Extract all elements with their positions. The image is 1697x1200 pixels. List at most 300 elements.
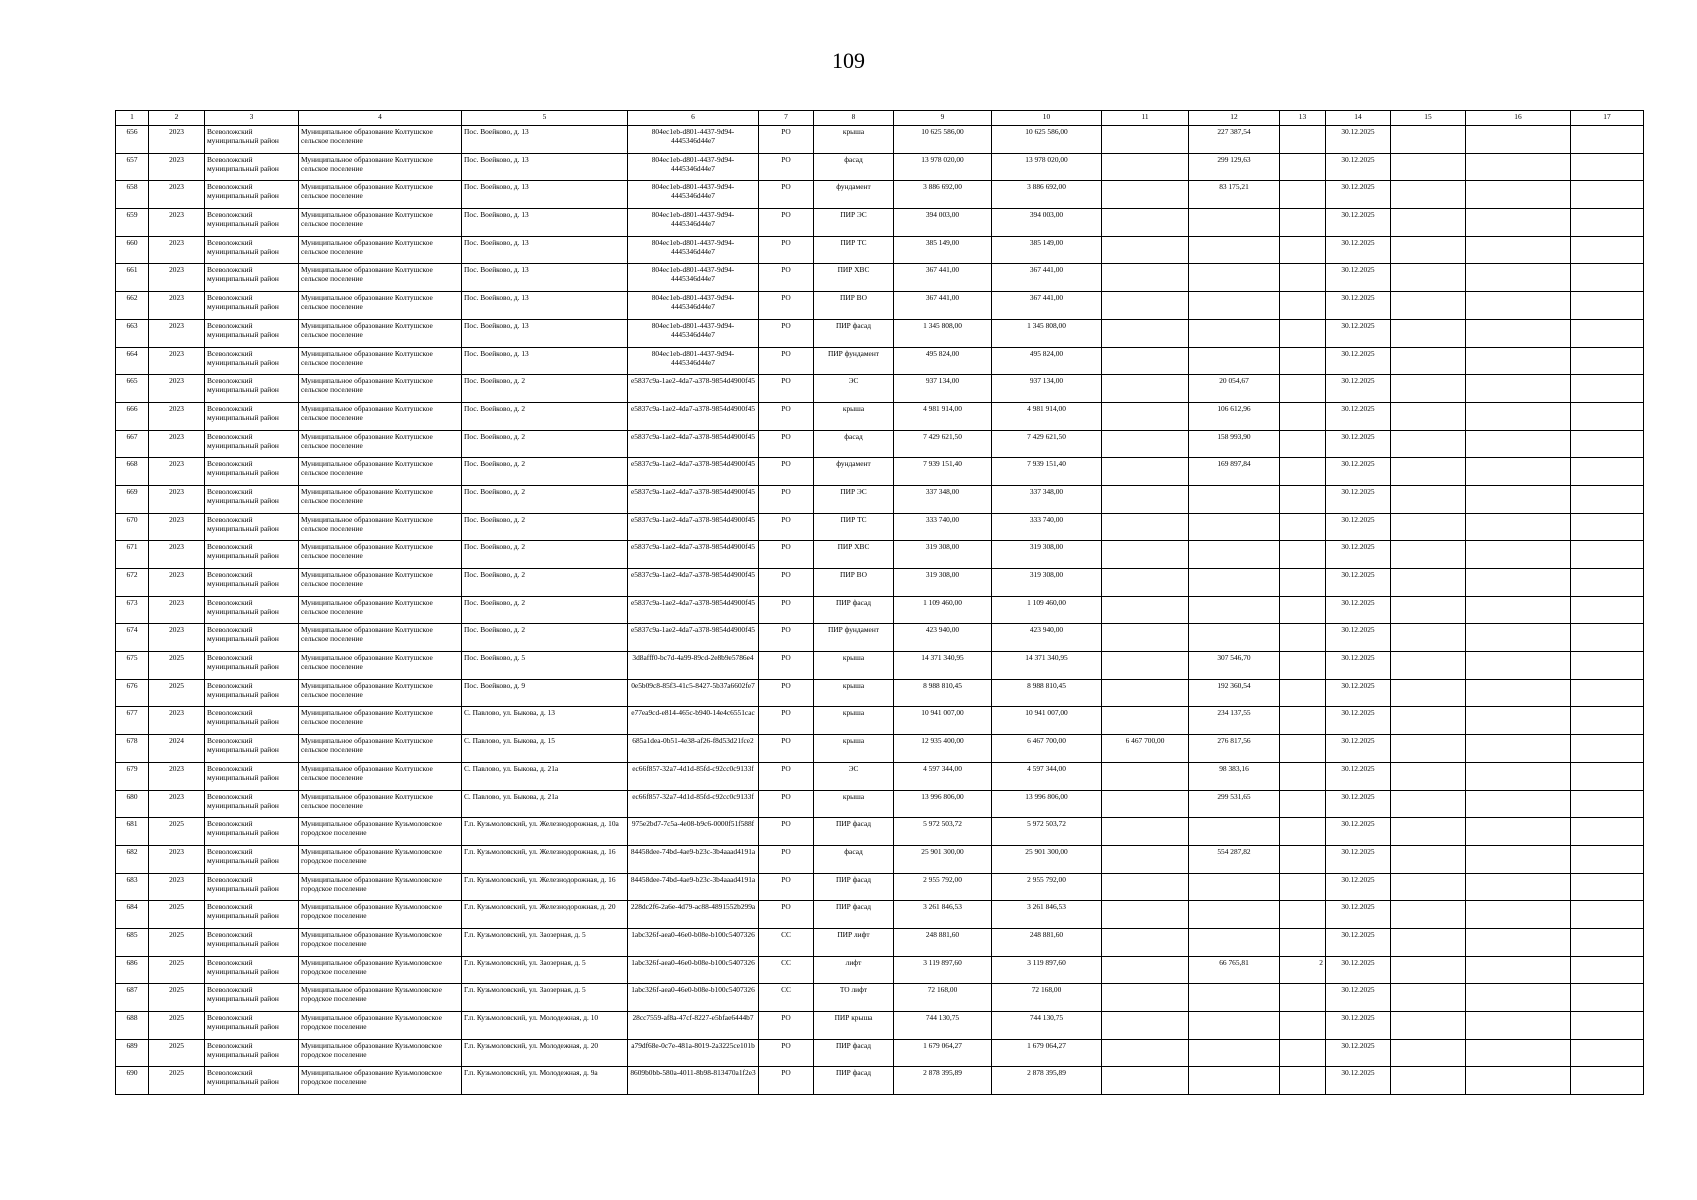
table-cell — [1280, 762, 1326, 790]
table-cell: РО — [759, 762, 814, 790]
column-header: 13 — [1280, 111, 1326, 126]
table-cell: Муниципальное образование Колтушское сельское поселение — [299, 319, 462, 347]
table-cell — [1391, 1067, 1466, 1095]
table-cell — [1466, 901, 1571, 929]
table-cell: Пос. Воейково, д. 2 — [462, 624, 628, 652]
table-cell — [1571, 735, 1644, 763]
table-cell: Пос. Воейково, д. 13 — [462, 319, 628, 347]
table-row — [116, 624, 1644, 652]
column-header: 10 — [992, 111, 1102, 126]
table-cell — [1466, 679, 1571, 707]
table-cell — [1102, 181, 1189, 209]
table-cell: РО — [759, 458, 814, 486]
table-cell: 6 467 700,00 — [992, 735, 1102, 763]
table-row — [116, 1067, 1644, 1095]
table-cell — [1391, 292, 1466, 320]
table-cell — [1391, 652, 1466, 680]
table-cell: 30.12.2025 — [1326, 264, 1391, 292]
table-cell — [1102, 1067, 1189, 1095]
table-cell: 2025 — [149, 679, 205, 707]
table-cell: 677 — [116, 707, 149, 735]
table-row — [116, 375, 1644, 403]
table-cell: 672 — [116, 569, 149, 597]
table-cell — [1466, 1067, 1571, 1095]
table-cell: 30.12.2025 — [1326, 1039, 1391, 1067]
table-cell: Всеволожский муниципальный район — [205, 707, 299, 735]
table-cell — [1280, 458, 1326, 486]
table-cell — [1466, 845, 1571, 873]
table-cell: РО — [759, 402, 814, 430]
table-row — [116, 153, 1644, 181]
table-cell: 12 935 400,00 — [894, 735, 992, 763]
table-cell: 83 175,21 — [1189, 181, 1280, 209]
table-cell: 30.12.2025 — [1326, 153, 1391, 181]
table-cell: 192 360,54 — [1189, 679, 1280, 707]
table-cell: крыша — [814, 790, 894, 818]
table-cell — [1466, 596, 1571, 624]
table-cell: 688 — [116, 1012, 149, 1040]
table-cell: 670 — [116, 513, 149, 541]
table-cell — [1466, 209, 1571, 237]
column-header: 11 — [1102, 111, 1189, 126]
table-cell — [1571, 126, 1644, 154]
table-cell — [1466, 485, 1571, 513]
table-cell: Муниципальное образование Колтушское сельское поселение — [299, 762, 462, 790]
table-cell: 656 — [116, 126, 149, 154]
table-cell — [1102, 956, 1189, 984]
table-cell — [1391, 430, 1466, 458]
table-cell — [1102, 402, 1189, 430]
table-cell — [1102, 319, 1189, 347]
table-cell — [1102, 707, 1189, 735]
table-cell: 2025 — [149, 1039, 205, 1067]
table-cell — [1391, 375, 1466, 403]
table-cell: 158 993,90 — [1189, 430, 1280, 458]
table-cell: 666 — [116, 402, 149, 430]
table-cell: 30.12.2025 — [1326, 818, 1391, 846]
table-cell: Г.п. Кузьмоловский, ул. Железнодорожная, д. 10а — [462, 818, 628, 846]
table-cell: ПИР ЭС — [814, 485, 894, 513]
table-cell — [1102, 513, 1189, 541]
table-cell: 248 881,60 — [992, 928, 1102, 956]
table-cell — [1102, 485, 1189, 513]
table-cell: 30.12.2025 — [1326, 707, 1391, 735]
table-cell: 1abc326f-aea0-46e0-b08e-b100c5407326 — [628, 956, 759, 984]
table-cell — [1571, 569, 1644, 597]
table-cell — [1391, 264, 1466, 292]
table-cell: Всеволожский муниципальный район — [205, 1067, 299, 1095]
table-cell — [1189, 292, 1280, 320]
table-cell: фундамент — [814, 458, 894, 486]
table-cell — [1466, 873, 1571, 901]
table-cell: 804ec1eb-d801-4437-9d94-4445346d44e7 — [628, 236, 759, 264]
table-cell: 495 824,00 — [992, 347, 1102, 375]
table-cell: 2023 — [149, 790, 205, 818]
table-cell: фасад — [814, 153, 894, 181]
table-cell — [1280, 430, 1326, 458]
table-cell: 30.12.2025 — [1326, 485, 1391, 513]
table-cell: 30.12.2025 — [1326, 319, 1391, 347]
table-row — [116, 956, 1644, 984]
table-cell — [1571, 513, 1644, 541]
table-cell: 30.12.2025 — [1326, 1067, 1391, 1095]
table-cell — [1391, 541, 1466, 569]
table-cell — [1102, 1039, 1189, 1067]
table-cell: 669 — [116, 485, 149, 513]
table-cell: Муниципальное образование Колтушское сельское поселение — [299, 679, 462, 707]
table-cell — [1391, 402, 1466, 430]
table-cell: 2023 — [149, 402, 205, 430]
table-cell: 2 955 792,00 — [992, 873, 1102, 901]
table-cell — [1102, 264, 1189, 292]
table-cell: 687 — [116, 984, 149, 1012]
table-cell: РО — [759, 652, 814, 680]
table-cell: ПИР ВО — [814, 569, 894, 597]
table-cell: Муниципальное образование Кузьмоловское городское поселение — [299, 928, 462, 956]
table-cell — [1466, 652, 1571, 680]
table-cell — [1466, 928, 1571, 956]
table-cell: 3 886 692,00 — [992, 181, 1102, 209]
table-cell: РО — [759, 485, 814, 513]
table-row — [116, 873, 1644, 901]
table-cell: 2023 — [149, 236, 205, 264]
table-cell — [1466, 624, 1571, 652]
table-cell: 30.12.2025 — [1326, 1012, 1391, 1040]
table-cell: Г.п. Кузьмоловский, ул. Железнодорожная, д. 20 — [462, 901, 628, 929]
table-cell: С. Павлово, ул. Быкова, д. 13 — [462, 707, 628, 735]
table-cell: 276 817,56 — [1189, 735, 1280, 763]
table-cell — [1571, 818, 1644, 846]
table-cell: 13 978 020,00 — [894, 153, 992, 181]
table-row — [116, 292, 1644, 320]
table-cell: 25 901 300,00 — [894, 845, 992, 873]
table-cell: фундамент — [814, 181, 894, 209]
column-header: 17 — [1571, 111, 1644, 126]
table-cell: Г.п. Кузьмоловский, ул. Молодежная, д. 20 — [462, 1039, 628, 1067]
table-cell: ЭС — [814, 762, 894, 790]
table-cell: крыша — [814, 735, 894, 763]
table-row — [116, 845, 1644, 873]
table-cell — [1391, 181, 1466, 209]
table-cell: Муниципальное образование Колтушское сельское поселение — [299, 485, 462, 513]
table-cell: 8 988 810,45 — [894, 679, 992, 707]
table-cell: 30.12.2025 — [1326, 735, 1391, 763]
table-cell: 4 981 914,00 — [894, 402, 992, 430]
table-cell: Пос. Воейково, д. 13 — [462, 236, 628, 264]
table-cell: РО — [759, 236, 814, 264]
table-cell — [1280, 790, 1326, 818]
table-cell: 1 345 808,00 — [894, 319, 992, 347]
table-cell: 30.12.2025 — [1326, 236, 1391, 264]
table-cell: 30.12.2025 — [1326, 901, 1391, 929]
table-cell — [1102, 458, 1189, 486]
table-cell — [1391, 762, 1466, 790]
table-cell: Муниципальное образование Кузьмоловское городское поселение — [299, 984, 462, 1012]
table-cell: 2 955 792,00 — [894, 873, 992, 901]
table-cell: 3 261 846,53 — [992, 901, 1102, 929]
table-cell: 30.12.2025 — [1326, 513, 1391, 541]
table-cell: Пос. Воейково, д. 13 — [462, 292, 628, 320]
table-cell: 2023 — [149, 347, 205, 375]
table-cell — [1466, 1039, 1571, 1067]
table-cell: 13 996 806,00 — [992, 790, 1102, 818]
table-cell: 804ec1eb-d801-4437-9d94-4445346d44e7 — [628, 292, 759, 320]
table-cell: Муниципальное образование Кузьмоловское городское поселение — [299, 1039, 462, 1067]
table-cell: Муниципальное образование Кузьмоловское городское поселение — [299, 901, 462, 929]
table-cell: РО — [759, 513, 814, 541]
table-cell: С. Павлово, ул. Быкова, д. 21а — [462, 790, 628, 818]
table-row — [116, 541, 1644, 569]
table-cell: Муниципальное образование Колтушское сельское поселение — [299, 402, 462, 430]
table-cell: 319 308,00 — [894, 541, 992, 569]
table-cell: 2024 — [149, 735, 205, 763]
table-cell — [1102, 375, 1189, 403]
table-cell: 394 003,00 — [894, 209, 992, 237]
table-cell: 337 348,00 — [894, 485, 992, 513]
table-cell: 307 546,70 — [1189, 652, 1280, 680]
table-cell — [1391, 1012, 1466, 1040]
table-cell: Пос. Воейково, д. 13 — [462, 209, 628, 237]
table-cell — [1189, 901, 1280, 929]
table-cell — [1280, 1039, 1326, 1067]
table-cell: лифт — [814, 956, 894, 984]
table-cell: 664 — [116, 347, 149, 375]
table-cell: 2 878 395,89 — [992, 1067, 1102, 1095]
table-cell: 663 — [116, 319, 149, 347]
table-cell: 367 441,00 — [992, 264, 1102, 292]
table-cell: 2023 — [149, 292, 205, 320]
table-cell — [1391, 679, 1466, 707]
table-cell: Всеволожский муниципальный район — [205, 319, 299, 347]
table-cell: ПИР ЭС — [814, 209, 894, 237]
table-cell — [1571, 928, 1644, 956]
table-cell: 2 — [1280, 956, 1326, 984]
table-cell — [1102, 430, 1189, 458]
table-cell: 20 054,67 — [1189, 375, 1280, 403]
table-cell: РО — [759, 707, 814, 735]
table-cell — [1280, 485, 1326, 513]
table-cell: 30.12.2025 — [1326, 375, 1391, 403]
table-cell: 6 467 700,00 — [1102, 735, 1189, 763]
table-cell — [1102, 236, 1189, 264]
table-cell: 385 149,00 — [894, 236, 992, 264]
table-cell — [1391, 513, 1466, 541]
table-cell — [1466, 319, 1571, 347]
table-cell — [1189, 1067, 1280, 1095]
table-cell: 10 941 007,00 — [894, 707, 992, 735]
table-cell: Всеволожский муниципальный район — [205, 901, 299, 929]
table-cell: Муниципальное образование Кузьмоловское городское поселение — [299, 818, 462, 846]
column-header: 3 — [205, 111, 299, 126]
table-row — [116, 319, 1644, 347]
table-cell: РО — [759, 1039, 814, 1067]
table-cell: ПИР фундамент — [814, 624, 894, 652]
table-cell: 14 371 340,95 — [992, 652, 1102, 680]
table-cell: Муниципальное образование Кузьмоловское городское поселение — [299, 873, 462, 901]
table-cell: 668 — [116, 458, 149, 486]
table-cell — [1466, 513, 1571, 541]
table-cell — [1391, 153, 1466, 181]
table-cell: 10 625 586,00 — [894, 126, 992, 154]
table-cell — [1102, 292, 1189, 320]
table-cell: Пос. Воейково, д. 13 — [462, 126, 628, 154]
table-cell: e5837c9a-1ae2-4da7-a378-9854d4900f45 — [628, 402, 759, 430]
table-cell — [1280, 845, 1326, 873]
table-cell — [1189, 485, 1280, 513]
table-cell — [1571, 458, 1644, 486]
table-cell: РО — [759, 347, 814, 375]
table-row — [116, 430, 1644, 458]
table-cell: 674 — [116, 624, 149, 652]
table-cell — [1466, 430, 1571, 458]
table-cell — [1280, 1067, 1326, 1095]
table-cell: Муниципальное образование Колтушское сельское поселение — [299, 707, 462, 735]
table-cell: 671 — [116, 541, 149, 569]
table-cell — [1391, 209, 1466, 237]
table-cell: Г.п. Кузьмоловский, ул. Молодежная, д. 10 — [462, 1012, 628, 1040]
table-cell — [1391, 319, 1466, 347]
table-cell: ПИР фасад — [814, 873, 894, 901]
table-cell — [1280, 513, 1326, 541]
table-cell: Всеволожский муниципальный район — [205, 485, 299, 513]
table-cell: 2 878 395,89 — [894, 1067, 992, 1095]
table-cell: ПИР ТС — [814, 513, 894, 541]
table-cell: РО — [759, 375, 814, 403]
table-cell: Всеволожский муниципальный район — [205, 236, 299, 264]
table-cell — [1189, 984, 1280, 1012]
table-cell: Муниципальное образование Колтушское сельское поселение — [299, 209, 462, 237]
table-cell: Всеволожский муниципальный район — [205, 430, 299, 458]
table-cell: 423 940,00 — [992, 624, 1102, 652]
table-cell: Всеволожский муниципальный район — [205, 873, 299, 901]
table-cell: 495 824,00 — [894, 347, 992, 375]
table-cell: Пос. Воейково, д. 2 — [462, 458, 628, 486]
table-cell: 661 — [116, 264, 149, 292]
table-cell — [1571, 181, 1644, 209]
table-cell: Всеволожский муниципальный район — [205, 790, 299, 818]
table-cell: Всеволожский муниципальный район — [205, 402, 299, 430]
table-cell: Муниципальное образование Колтушское сельское поселение — [299, 596, 462, 624]
table-cell: 66 765,81 — [1189, 956, 1280, 984]
table-cell: Муниципальное образование Колтушское сельское поселение — [299, 458, 462, 486]
table-cell: 30.12.2025 — [1326, 762, 1391, 790]
table-cell: Муниципальное образование Колтушское сельское поселение — [299, 347, 462, 375]
table-cell: РО — [759, 569, 814, 597]
table-cell — [1280, 319, 1326, 347]
table-cell: фасад — [814, 845, 894, 873]
table-cell — [1571, 707, 1644, 735]
table-cell — [1391, 624, 1466, 652]
table-cell — [1189, 264, 1280, 292]
table-cell: крыша — [814, 126, 894, 154]
table-cell: 676 — [116, 679, 149, 707]
table-cell — [1102, 652, 1189, 680]
table-row — [116, 181, 1644, 209]
table-cell: Всеволожский муниципальный район — [205, 375, 299, 403]
table-cell: 2023 — [149, 513, 205, 541]
table-cell — [1571, 956, 1644, 984]
table-cell: 2025 — [149, 1012, 205, 1040]
table-cell: 30.12.2025 — [1326, 430, 1391, 458]
table-cell: ПИР ВО — [814, 292, 894, 320]
table-cell — [1466, 292, 1571, 320]
table-cell: РО — [759, 541, 814, 569]
table-cell: 169 897,84 — [1189, 458, 1280, 486]
table-cell: 2023 — [149, 485, 205, 513]
table-row — [116, 901, 1644, 929]
table-cell — [1571, 845, 1644, 873]
table-cell — [1391, 928, 1466, 956]
table-cell: РО — [759, 319, 814, 347]
table-cell: Муниципальное образование Колтушское сельское поселение — [299, 652, 462, 680]
table-cell: РО — [759, 1067, 814, 1095]
table-cell — [1391, 126, 1466, 154]
table-cell — [1280, 292, 1326, 320]
table-cell: РО — [759, 735, 814, 763]
table-cell: 2025 — [149, 901, 205, 929]
table-cell — [1102, 901, 1189, 929]
table-row — [116, 485, 1644, 513]
table-cell: e5837c9a-1ae2-4da7-a378-9854d4900f45 — [628, 569, 759, 597]
table-cell: 299 129,63 — [1189, 153, 1280, 181]
table-cell: Муниципальное образование Колтушское сельское поселение — [299, 790, 462, 818]
table-cell — [1571, 236, 1644, 264]
table-cell — [1189, 818, 1280, 846]
table-cell: Г.п. Кузьмоловский, ул. Заозерная, д. 5 — [462, 928, 628, 956]
table-cell: 679 — [116, 762, 149, 790]
table-cell: Всеволожский муниципальный район — [205, 956, 299, 984]
table-cell — [1466, 735, 1571, 763]
table-cell: 2025 — [149, 818, 205, 846]
table-cell: 2023 — [149, 264, 205, 292]
table-cell: 4 597 344,00 — [894, 762, 992, 790]
table-cell: Пос. Воейково, д. 2 — [462, 596, 628, 624]
table-cell: 667 — [116, 430, 149, 458]
table-cell: 2025 — [149, 652, 205, 680]
table-cell: 7 939 151,40 — [992, 458, 1102, 486]
table-cell: 804ec1eb-d801-4437-9d94-4445346d44e7 — [628, 153, 759, 181]
table-cell — [1391, 1039, 1466, 1067]
table-cell: 7 429 621,50 — [992, 430, 1102, 458]
table-cell: 3 119 897,60 — [992, 956, 1102, 984]
table-cell — [1571, 485, 1644, 513]
table-cell: ТО лифт — [814, 984, 894, 1012]
table-row — [116, 458, 1644, 486]
table-cell: 804ec1eb-d801-4437-9d94-4445346d44e7 — [628, 347, 759, 375]
table-cell — [1466, 790, 1571, 818]
table-row — [116, 209, 1644, 237]
table-cell: 14 371 340,95 — [894, 652, 992, 680]
table-cell: 2023 — [149, 762, 205, 790]
table-cell: ПИР крыша — [814, 1012, 894, 1040]
table-cell: 106 612,96 — [1189, 402, 1280, 430]
table-cell — [1466, 818, 1571, 846]
table-cell: 1 109 460,00 — [992, 596, 1102, 624]
table-cell: Всеволожский муниципальный район — [205, 818, 299, 846]
table-cell: Муниципальное образование Колтушское сельское поселение — [299, 541, 462, 569]
table-cell: 2023 — [149, 873, 205, 901]
table-cell: 30.12.2025 — [1326, 209, 1391, 237]
table-cell — [1280, 569, 1326, 597]
table-cell — [1391, 956, 1466, 984]
table-cell — [1280, 153, 1326, 181]
table-cell — [1391, 901, 1466, 929]
table-cell: Муниципальное образование Колтушское сельское поселение — [299, 430, 462, 458]
table-cell: 333 740,00 — [894, 513, 992, 541]
table-cell: Всеволожский муниципальный район — [205, 541, 299, 569]
table-row — [116, 126, 1644, 154]
table-cell — [1102, 762, 1189, 790]
